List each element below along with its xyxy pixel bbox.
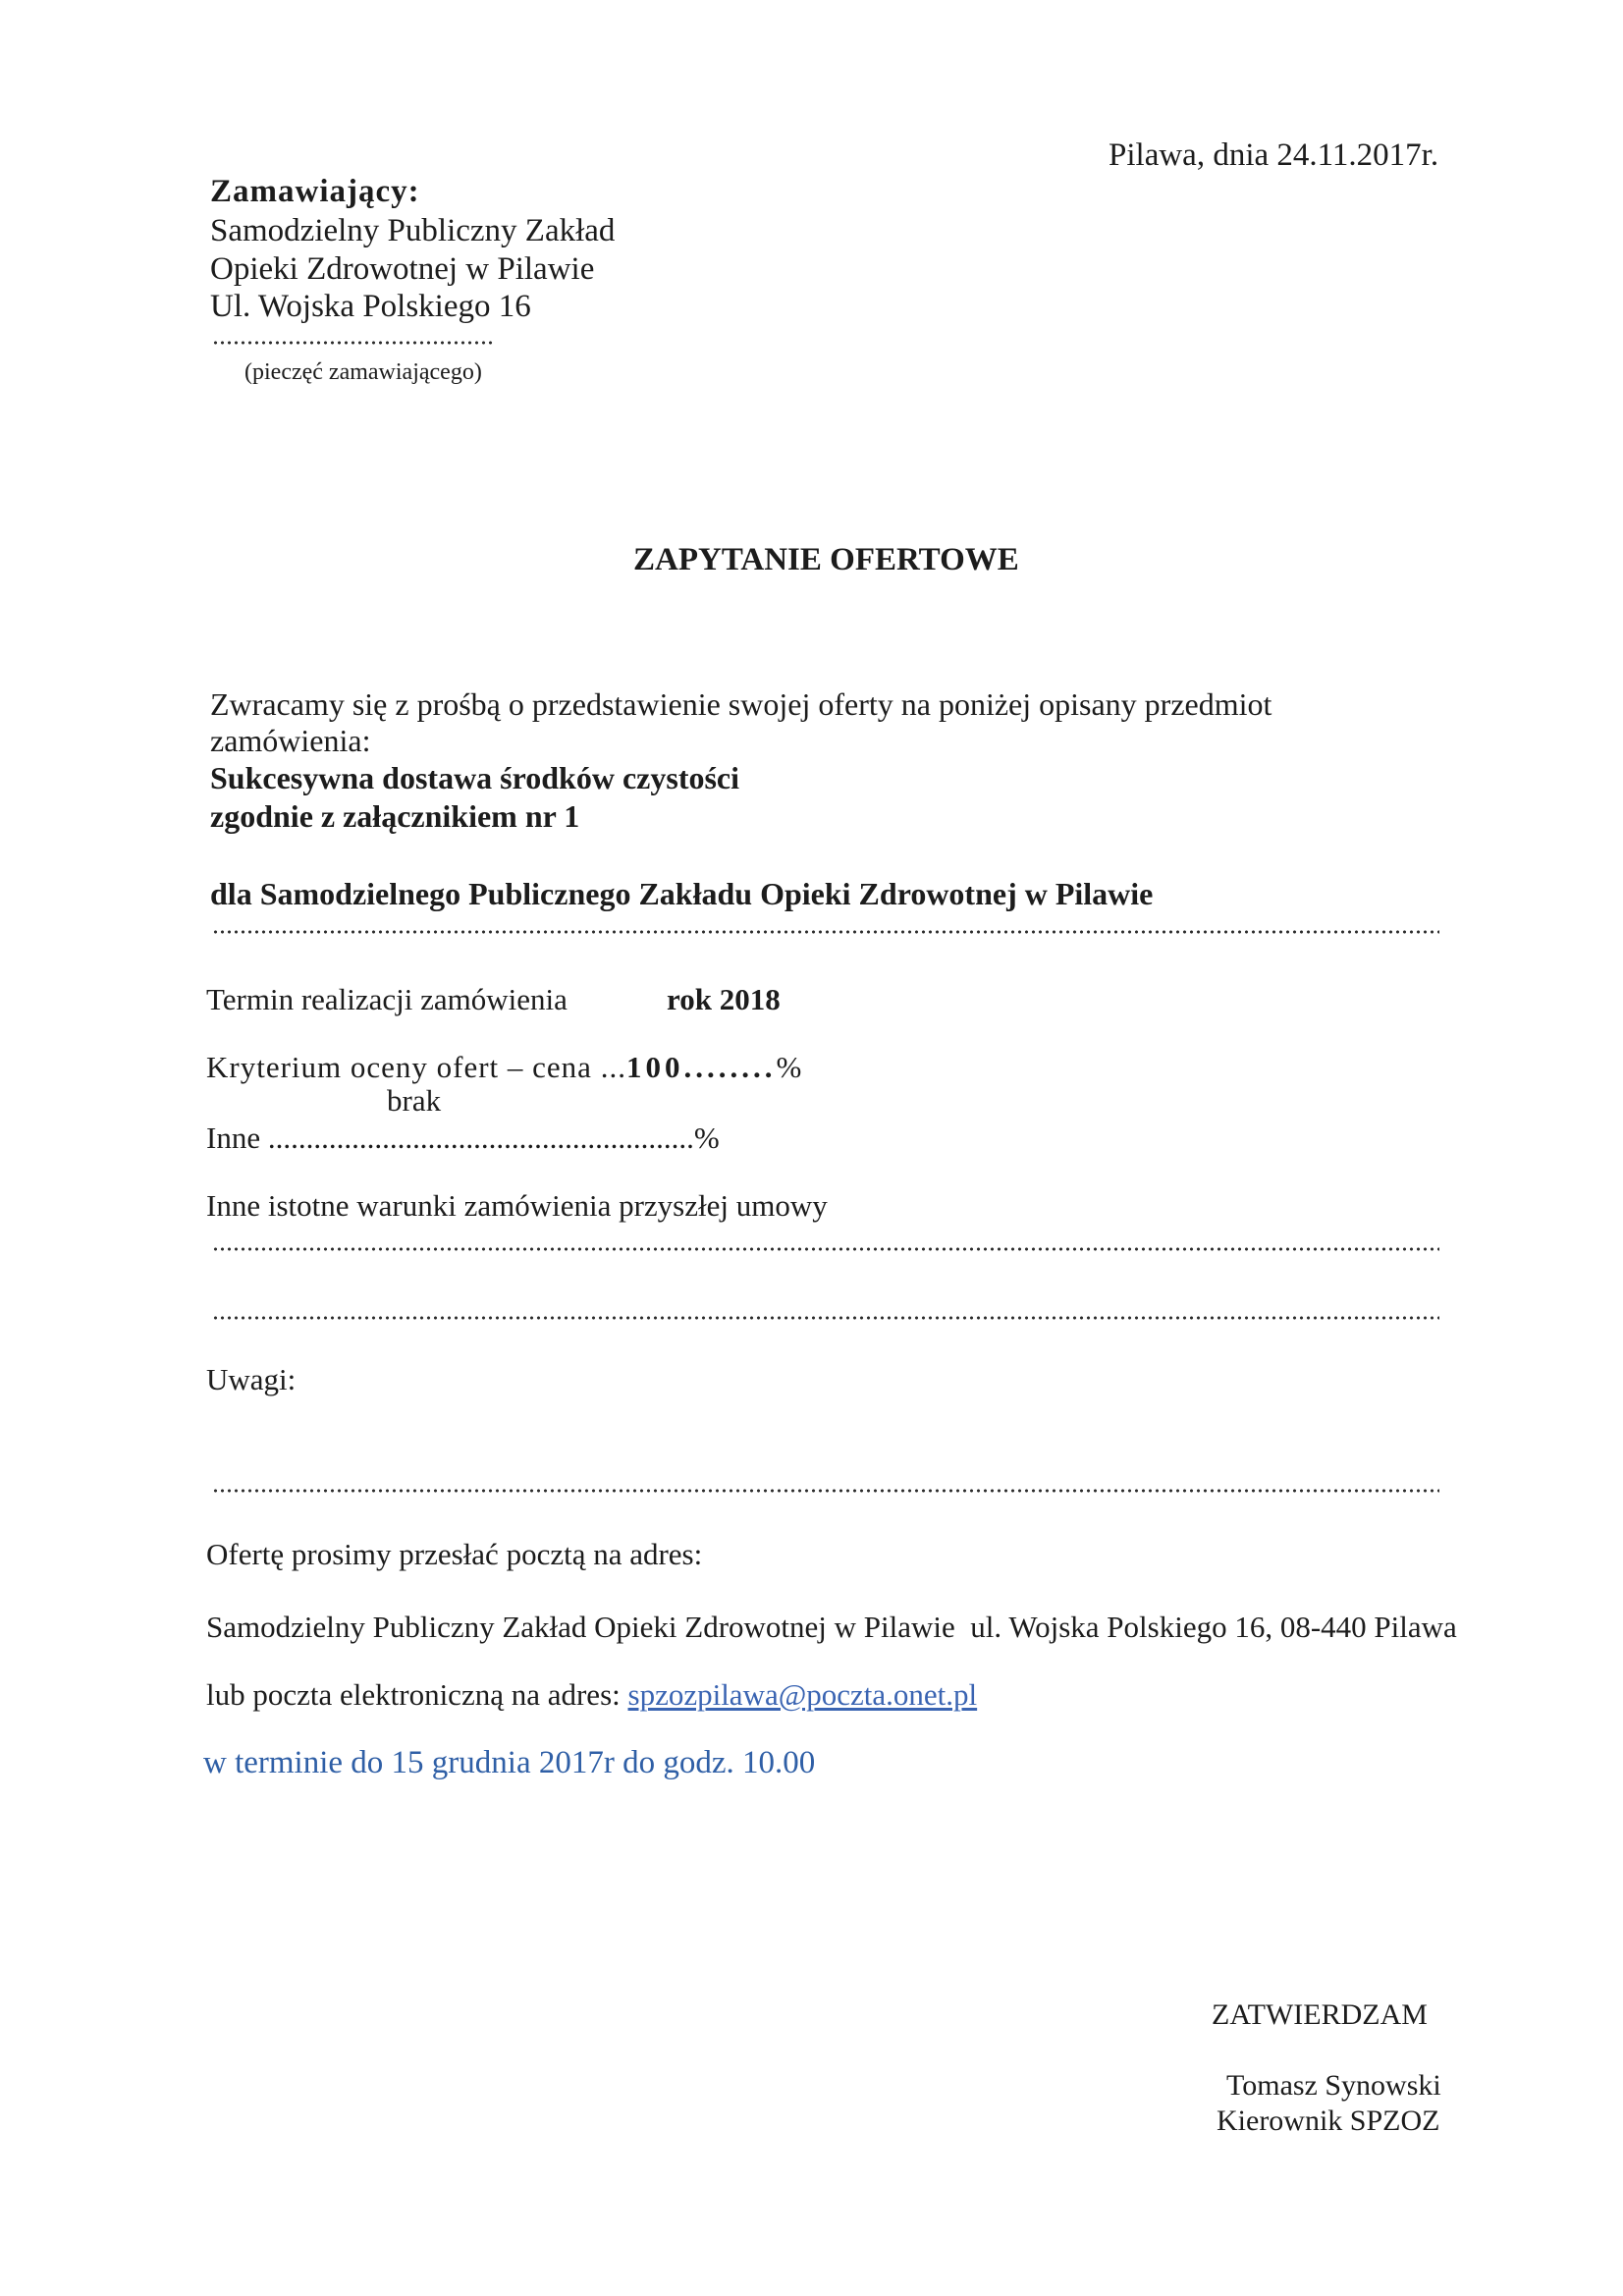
submission-intro: Ofertę prosimy przesłać pocztą na adres: [206, 1537, 703, 1571]
criterion-price-weight: 100........ [625, 1050, 777, 1084]
stamp-caption: (pieczęć zamawiającego) [244, 359, 482, 385]
other-criterion-line: Inne ........................................................% [206, 1121, 720, 1155]
dotted-fill-line [212, 1489, 1439, 1493]
criterion-label: Kryterium oceny ofert – cena ... [206, 1050, 626, 1084]
submission-address: Samodzielny Publiczny Zakład Opieki Zdrowotnej w Pilawie ul. Wojska Polskiego 16, 08-440 Pilawa [206, 1610, 1457, 1644]
criterion-percent-sign: % [776, 1050, 802, 1084]
evaluation-criterion-line [206, 1049, 801, 1085]
approver-name: Tomasz Synowski [1226, 2069, 1441, 2102]
request-intro-line: zamówienia: [210, 723, 371, 758]
order-subject-line: Sukcesywna dostawa środków czystości [210, 760, 740, 795]
stamp-dotted-line [212, 341, 495, 345]
dotted-fill-line [212, 930, 1439, 934]
document-title: ZAPYTANIE OFERTOWE [633, 542, 1019, 577]
email-link[interactable]: spzozpilawa@poczta.onet.pl [627, 1677, 978, 1712]
orderer-address-line: Ul. Wojska Polskiego 16 [210, 289, 531, 324]
request-intro-line: Zwracamy się z prośbą o przedstawienie swojej oferty na poniżej opisany przedmiot [210, 686, 1272, 722]
other-conditions-label: Inne istotne warunki zamówienia przyszłej umowy [206, 1188, 828, 1223]
realization-term-label: Termin realizacji zamówienia [206, 982, 568, 1016]
order-subject-line: zgodnie z załącznikiem nr 1 [210, 798, 580, 834]
orderer-name-line: Opieki Zdrowotnej w Pilawie [210, 251, 595, 287]
email-line [206, 1676, 977, 1713]
order-recipient: dla Samodzielnego Publicznego Zakładu Opieki Zdrowotnej w Pilawie [210, 876, 1154, 911]
realization-term-value: rok 2018 [667, 982, 781, 1016]
dotted-fill-line [212, 1247, 1439, 1251]
place-date: Pilawa, dnia 24.11.2017r. [1109, 137, 1439, 173]
remarks-label: Uwagi: [206, 1362, 297, 1396]
approval-label: ZATWIERDZAM [1212, 1998, 1428, 2031]
criterion-note: brak [387, 1083, 442, 1118]
orderer-heading: Zamawiający: [210, 174, 420, 209]
approver-position: Kierownik SPZOZ [1217, 2105, 1440, 2137]
dotted-fill-line [212, 1316, 1439, 1320]
orderer-name-line: Samodzielny Publiczny Zakład [210, 213, 616, 248]
submission-deadline: w terminie do 15 grudnia 2017r do godz. 10.00 [203, 1745, 816, 1780]
email-prefix: lub poczta elektroniczną na adres: [206, 1677, 628, 1712]
